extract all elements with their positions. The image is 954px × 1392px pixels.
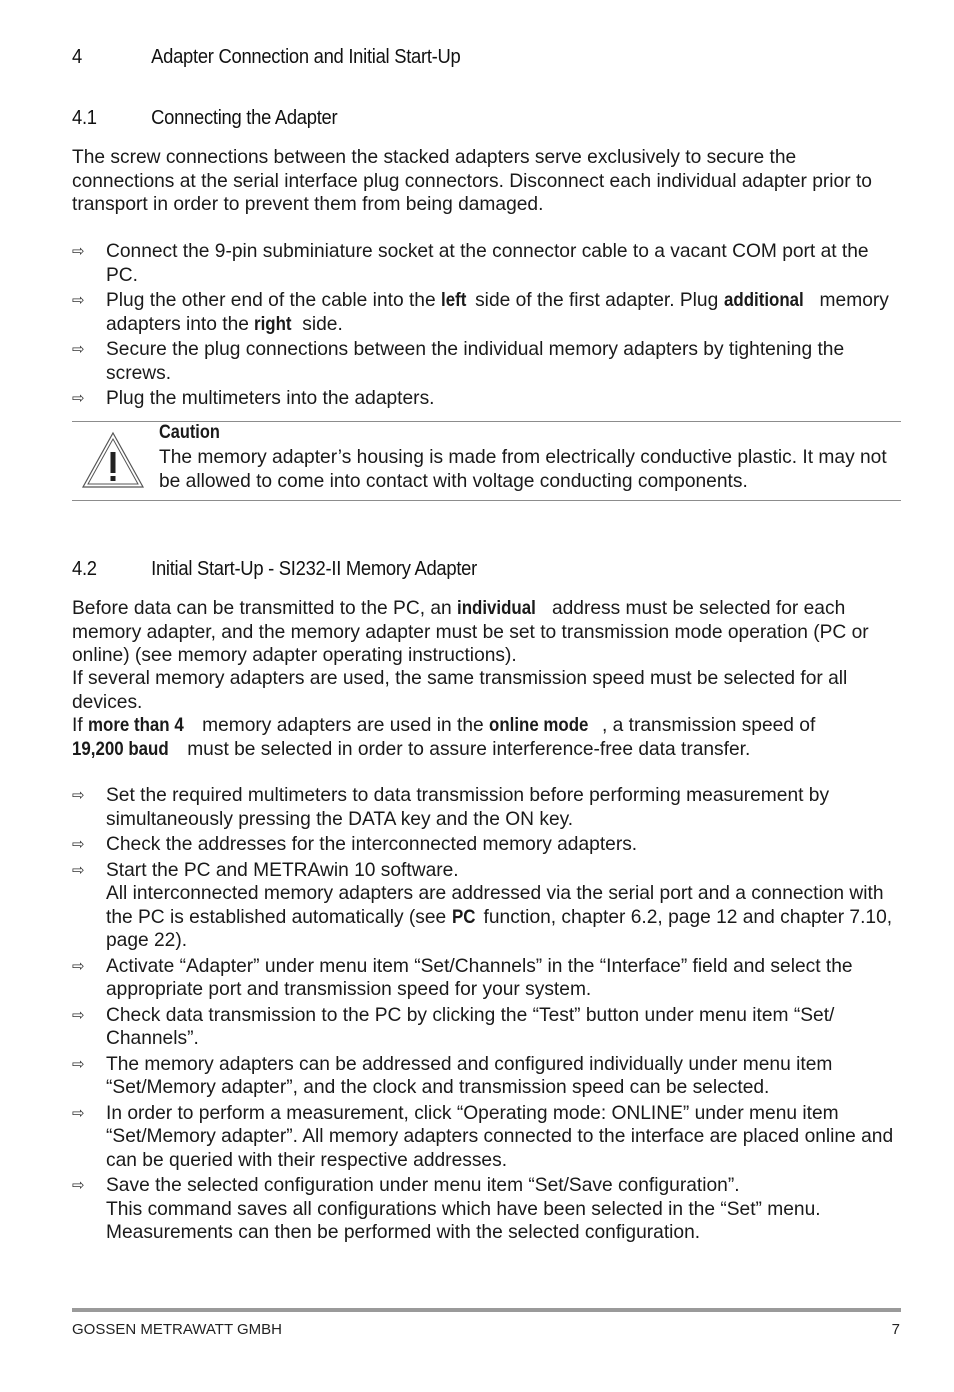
- footer-rule: [72, 1308, 901, 1312]
- section-number: 4.2: [72, 558, 97, 580]
- section-title: Adapter Connection and Initial Start-Up: [151, 46, 461, 68]
- arrow-bullet-icon: ⇨: [72, 243, 85, 260]
- caution-bottom-rule: [72, 500, 901, 501]
- step-text: Plug the multimeters into the adapters.: [106, 388, 435, 409]
- step-text: In order to perform a measurement, click “Operating mode: ONLINE” under menu item “Set/Memory adapter”. All memory adapters connected to the interface are placed online and can be queried with their respective addresses.: [106, 1102, 894, 1171]
- arrow-bullet-icon: ⇨: [72, 1006, 85, 1024]
- paragraph-text: must be selected in order to assure interference-free data transfer.: [181, 738, 751, 760]
- caution-text: The memory adapter’s housing is made from electrically conductive plastic. It may not be allowed to come into contact with voltage conducting components.: [159, 447, 887, 492]
- paragraph-text: memory adapters are used in the: [196, 715, 489, 736]
- list-item: [72, 1004, 902, 1051]
- arrow-bullet-icon: ⇨: [72, 292, 85, 309]
- arrow-bullet-icon: ⇨: [72, 1177, 85, 1194]
- startup-paragraph-1: [72, 597, 902, 668]
- step-text: Secure the plug connections between the individual memory adapters by tightening the screws.: [106, 339, 845, 384]
- arrow-bullet-icon: ⇨: [72, 1055, 85, 1073]
- arrow-bullet-icon: ⇨: [72, 787, 85, 804]
- emphasis: left: [440, 290, 467, 311]
- section-title: Initial Start-Up - SI232-II Memory Adapter: [151, 558, 478, 580]
- arrow-bullet-icon: ⇨: [72, 390, 85, 407]
- page-number: 7: [891, 1321, 900, 1338]
- intro-paragraph: The screw connections between the stacked adapters serve exclusively to secure the connections at the serial interface plug connectors. Disconnect each individual adapter prior to transport in order to prevent them from being damaged.: [72, 147, 872, 215]
- section-4-2-heading: [72, 558, 477, 581]
- emphasis: individual: [457, 598, 536, 619]
- step-text: Set the required multimeters to data transmission before performing measurement by simultaneously pressing the DATA key and the ON key.: [106, 785, 830, 830]
- emphasis: online mode: [489, 715, 589, 736]
- arrow-bullet-icon: ⇨: [72, 957, 85, 975]
- emphasis: right: [254, 313, 292, 335]
- arrow-bullet-icon: ⇨: [72, 341, 85, 358]
- step-text: Start the PC and METRAwin 10 software.: [106, 859, 459, 881]
- list-item: [72, 1102, 902, 1173]
- startup-steps-list: [72, 784, 902, 1247]
- emphasis: more than 4: [88, 715, 184, 736]
- step-text: The memory adapters can be addressed and configured individually under menu item “Set/Memory adapter”, and the clock and transmission speed can be selected.: [106, 1053, 833, 1098]
- arrow-bullet-icon: ⇨: [72, 1104, 85, 1122]
- section-title: Connecting the Adapter: [151, 107, 338, 129]
- step-text: side.: [296, 313, 343, 335]
- emphasis: 19,200 baud: [72, 738, 169, 760]
- paragraph-text: Before data can be transmitted to the PC, an: [72, 598, 458, 619]
- list-item: [72, 784, 902, 831]
- section-4-heading: [72, 46, 460, 69]
- arrow-bullet-icon: ⇨: [72, 836, 85, 853]
- list-item: [72, 289, 902, 336]
- section-number: 4.1: [72, 107, 97, 129]
- startup-paragraph-3: [72, 714, 902, 761]
- step-text: function, chapter 6.2, page 12 and chapter 7.10, page 22).: [106, 906, 893, 951]
- arrow-bullet-icon: ⇨: [72, 861, 85, 879]
- connection-steps-list: [72, 240, 902, 413]
- step-text: Save the selected configuration under menu item “Set/Save configuration”.: [106, 1175, 740, 1196]
- list-item: [72, 1053, 902, 1100]
- step-text: memory adapters into the: [106, 290, 889, 335]
- list-item: [72, 955, 902, 1002]
- step-text: This command saves all configurations which have been selected in the “Set” menu. Measurements can then be performed with the selected configuration.: [106, 1198, 821, 1243]
- paragraph-text: If: [72, 715, 88, 736]
- step-text: Activate “Adapter” under menu item “Set/Channels” in the “Interface” field and select the appropriate port and transmission speed for your system.: [106, 955, 853, 1000]
- caution-title: Caution: [159, 422, 220, 443]
- startup-paragraph-2: If several memory adapters are used, the same transmission speed must be selected for all devices.: [72, 668, 848, 713]
- footer-company: GOSSEN METRAWATT GMBH: [72, 1321, 283, 1338]
- emphasis: additional: [723, 290, 804, 311]
- list-item: [72, 833, 902, 857]
- warning-triangle-icon: [80, 430, 146, 490]
- paragraph-text: address must be selected for each memory adapter, and the memory adapter must be set to transmission mode operation (PC or online) (see memory adapter operating instructions).: [72, 598, 869, 666]
- emphasis: PC: [451, 906, 476, 928]
- paragraph-text: , a transmission speed of: [602, 715, 816, 736]
- step-text: side of the first adapter. Plug: [469, 290, 724, 311]
- list-item: [72, 387, 902, 411]
- list-item: [72, 1174, 902, 1245]
- section-4-1-heading: [72, 107, 337, 130]
- step-text: Connect the 9-pin subminiature socket at the connector cable to a vacant COM port at the PC.: [106, 241, 869, 286]
- list-item: [72, 859, 902, 953]
- list-item: [72, 338, 902, 385]
- step-text: Plug the other end of the cable into the: [106, 290, 441, 311]
- section-number: 4: [72, 46, 82, 68]
- step-text: All interconnected memory adapters are addressed via the serial port and a connection with the PC is established automatically (see: [106, 883, 884, 928]
- step-text: Check data transmission to the PC by clicking the “Test” button under menu item “Set/ Channels”.: [106, 1004, 835, 1049]
- step-text: Check the addresses for the interconnected memory adapters.: [106, 834, 638, 855]
- list-item: [72, 240, 902, 287]
